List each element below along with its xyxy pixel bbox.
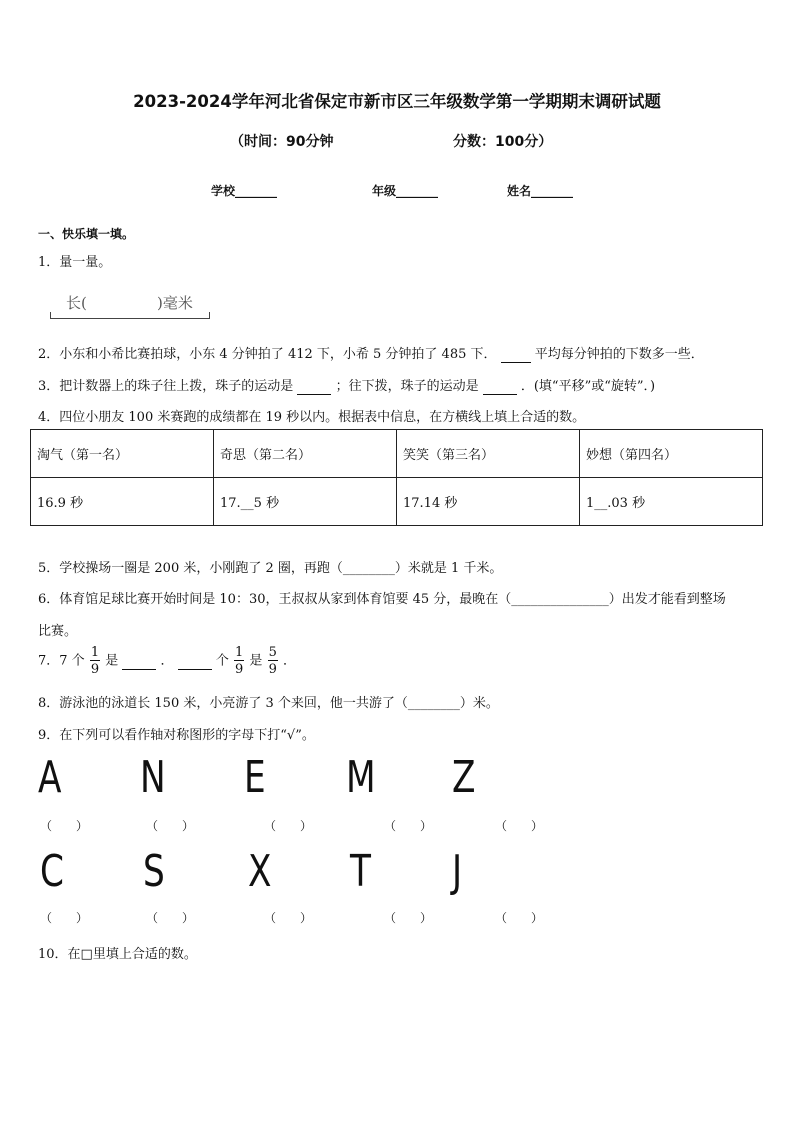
answer-paren[interactable]: （ ）: [264, 819, 313, 833]
question-3-text-mid: ；往下拨，珠子的运动是: [335, 379, 479, 394]
answer-paren[interactable]: （ ）: [40, 911, 89, 925]
table-cell[interactable]: 1__.03 秒: [580, 478, 763, 526]
exam-score: 分数：100分）: [453, 134, 553, 150]
question-8: 8．游泳池的泳道长 150 米，小亮游了 3 个来回，他一共游了（________）米。: [38, 696, 499, 711]
question-3-text-end: ．(填“平移”或“旋转”．): [520, 379, 656, 394]
scores-table: [30, 429, 763, 526]
question-7-text: ．: [160, 653, 174, 669]
fraction-numerator: 1: [235, 645, 244, 660]
answer-paren[interactable]: （ ）: [495, 911, 544, 925]
grade-field[interactable]: 年级_______: [372, 184, 439, 198]
table-row: [31, 478, 763, 526]
measured-segment: [50, 312, 210, 319]
fraction-denominator: 9: [235, 662, 244, 677]
answer-blank[interactable]: [483, 379, 517, 395]
fraction-five-ninths: [268, 646, 278, 676]
name-field[interactable]: 姓名_______: [507, 184, 574, 198]
fraction-numerator: 5: [268, 645, 277, 660]
question-6-cont: 比赛。: [38, 624, 78, 639]
question-7-text: 是: [249, 653, 263, 669]
question-2: [38, 343, 704, 363]
letter-x: X: [248, 846, 272, 897]
letter-t: T: [350, 846, 371, 897]
question-7-text: ．: [283, 653, 297, 669]
answer-paren[interactable]: （ ）: [264, 911, 313, 925]
table-cell: 17.14 秒: [397, 478, 580, 526]
answer-paren[interactable]: （ ）: [40, 819, 89, 833]
table-header-cell: 淘气（第一名）: [31, 430, 214, 478]
section-title: 一、快乐填一填。: [38, 227, 135, 241]
ruler-label-left: 长(: [66, 294, 87, 312]
question-1: 1．量一量。: [38, 255, 112, 270]
letter-j: J: [452, 846, 463, 897]
question-2-text: 2．小东和小希比赛拍球，小东 4 分钟拍了 412 下，小希 5 分钟拍了 485 下．: [38, 347, 497, 362]
letter-e: E: [244, 752, 266, 803]
question-7: [38, 646, 296, 676]
table-header-cell: 奇思（第二名）: [214, 430, 397, 478]
question-9: 9．在下列可以看作轴对称图形的字母下打“√”。: [38, 728, 315, 743]
fraction-one-ninth: [90, 646, 100, 676]
answer-blank[interactable]: [178, 654, 212, 670]
answer-paren[interactable]: （ ）: [495, 819, 544, 833]
letter-m: M: [346, 752, 376, 803]
question-10: 10．在□里填上合适的数。: [38, 947, 197, 962]
question-3-text: 3．把计数器上的珠子往上拨，珠子的运动是: [38, 379, 294, 394]
question-7-text: 个: [215, 653, 229, 669]
letter-z: Z: [452, 752, 476, 803]
question-4: 4．四位小朋友 100 米赛跑的成绩都在 19 秒以内。根据表中信息，在方横线上填上合适的数。: [38, 410, 586, 425]
fraction-one-ninth: [234, 646, 244, 676]
answer-blank[interactable]: [122, 654, 156, 670]
table-header-row: [31, 430, 763, 478]
answer-blank[interactable]: [297, 379, 331, 395]
question-7-text: 7．7 个: [38, 653, 85, 669]
answer-blank[interactable]: [501, 347, 531, 363]
fraction-numerator: 1: [90, 645, 100, 660]
letter-a: A: [38, 752, 62, 803]
answer-paren[interactable]: （ ）: [384, 819, 433, 833]
question-2-text-end: 平均每分钟拍的下数多一些．: [534, 347, 704, 362]
question-7-text: 是: [105, 653, 119, 669]
fraction-denominator: 9: [268, 662, 277, 677]
table-header-cell: 妙想（第四名）: [580, 430, 763, 478]
letter-n: N: [140, 752, 166, 803]
letter-s: S: [143, 846, 165, 897]
answer-paren[interactable]: （ ）: [146, 819, 195, 833]
table-header-cell: 笑笑（第三名）: [397, 430, 580, 478]
question-6: 6．体育馆足球比赛开始时间是 10：30，王叔叔从家到体育馆要 45 分，最晚在（_______________）出发才能看到整场: [38, 592, 726, 607]
question-5: 5．学校操场一圈是 200 米，小刚跑了 2 圈，再跑（________）米就是 1 千米。: [38, 561, 503, 576]
table-cell[interactable]: 17.__5 秒: [214, 478, 397, 526]
school-field[interactable]: 学校_______: [211, 184, 278, 198]
answer-paren[interactable]: （ ）: [384, 911, 433, 925]
table-cell: 16.9 秒: [31, 478, 214, 526]
ruler-label-right: )毫米: [157, 294, 193, 312]
exam-time: （时间：90分钟: [230, 134, 334, 150]
fraction-denominator: 9: [90, 662, 100, 677]
question-3: [38, 375, 655, 395]
page-title: 2023-2024学年河北省保定市新市区三年级数学第一学期期末调研试题: [133, 92, 661, 111]
letter-c: C: [40, 846, 64, 897]
answer-paren[interactable]: （ ）: [146, 911, 195, 925]
